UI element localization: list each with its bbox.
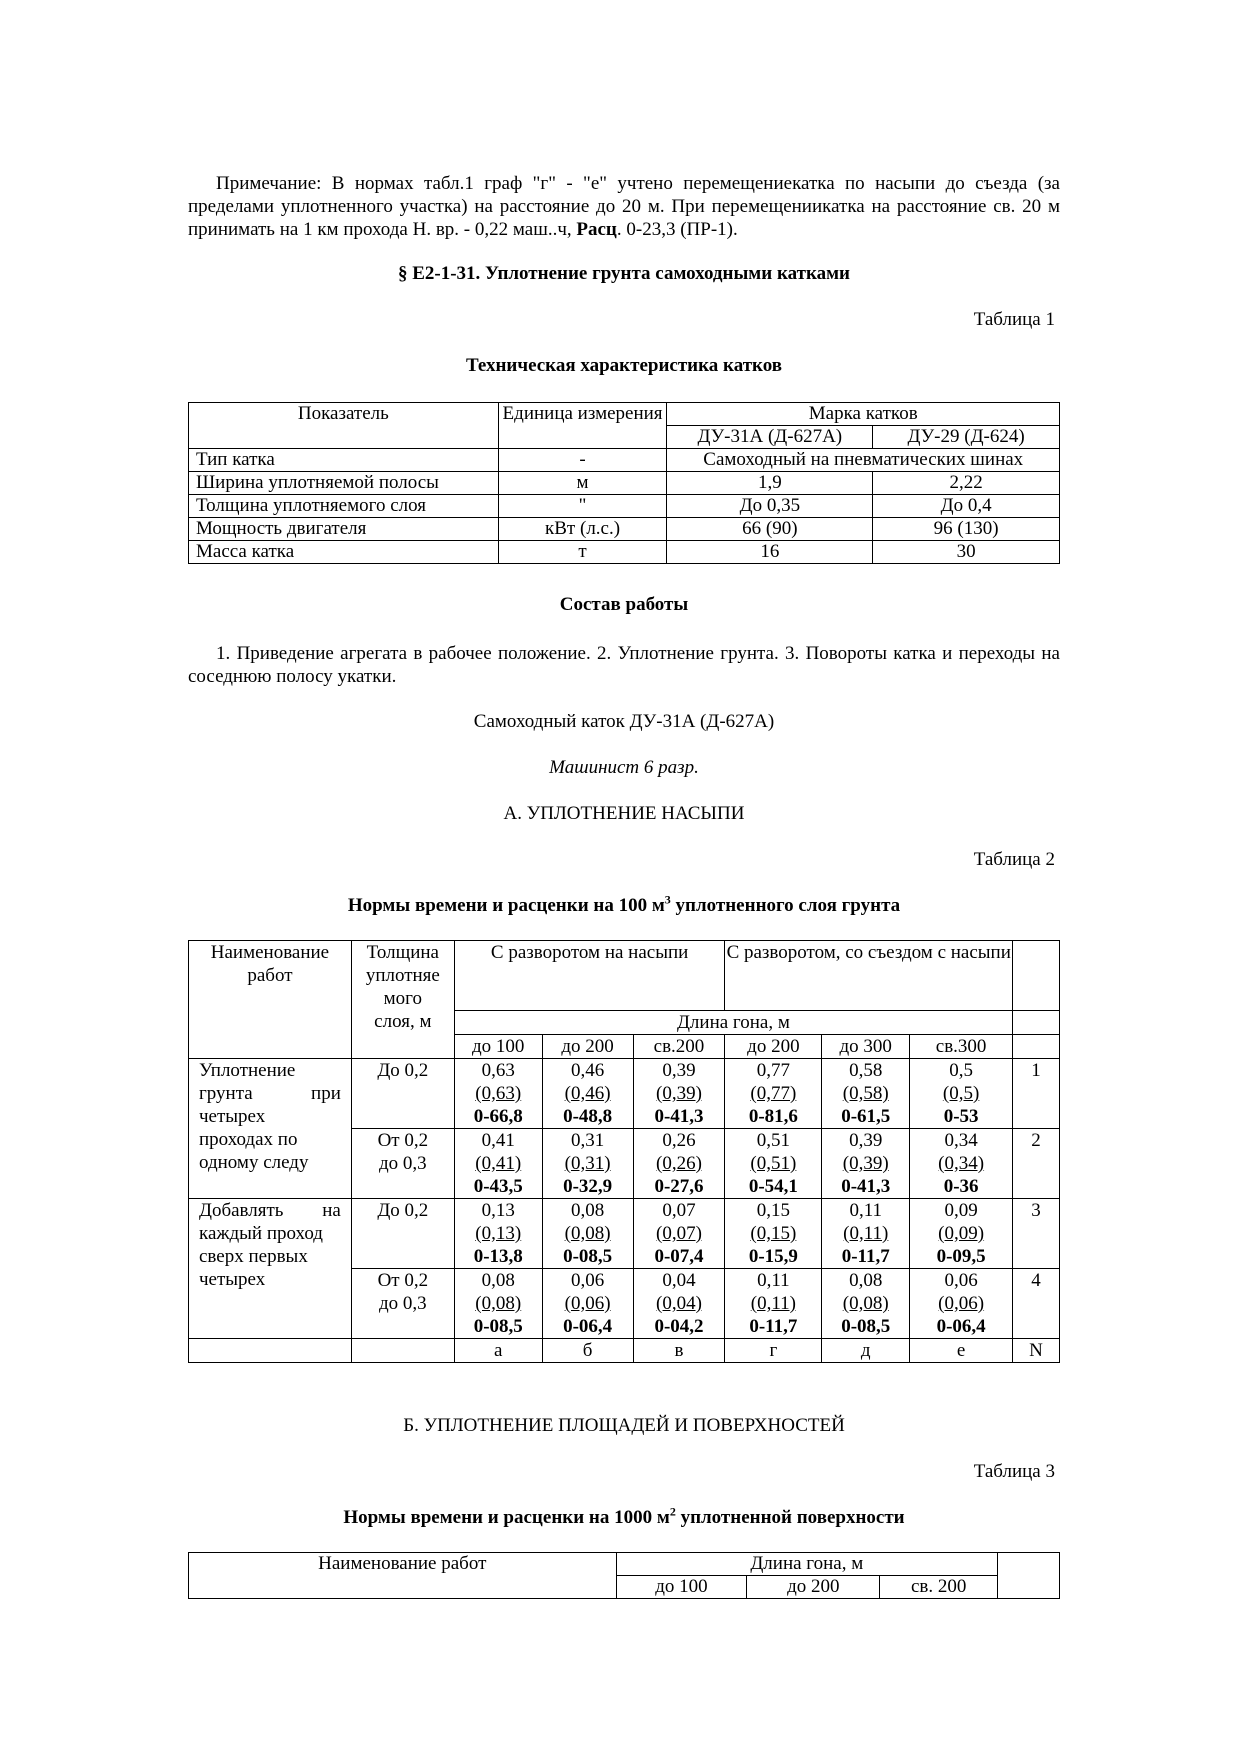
rate: 0-07,4: [654, 1246, 704, 1267]
note-bold-term: Расц: [576, 219, 617, 240]
norm-time-paren: [725, 1082, 821, 1105]
norm-cell: [633, 1129, 725, 1199]
norm-time: 0,06: [944, 1270, 978, 1291]
work-text: 1. Приведение агрегата в рабочее положение. 2. Уплотнение грунта. 3. Повороты катка и переходы на соседнюю полосу укатки.: [188, 643, 1060, 687]
rate: 0-43,5: [473, 1176, 523, 1197]
norm-time-paren-text: (0,31): [564, 1153, 611, 1174]
norm-time-paren-text: (0,04): [656, 1293, 702, 1314]
header-thickness-bottom: слоя, м: [374, 1011, 432, 1032]
rate: 0-61,5: [841, 1106, 891, 1127]
specs-row: [189, 518, 1060, 541]
norm-time-paren-text: (0,11): [750, 1293, 796, 1314]
footer-letter: б: [542, 1339, 633, 1363]
norm-time: 0,08: [849, 1270, 883, 1291]
table3-label: Таблица 3: [973, 1461, 1055, 1482]
norm-time: 0,46: [570, 1060, 605, 1081]
machine-name: Самоходный каток ДУ-31А (Д-627А): [473, 711, 775, 732]
norm-time-paren: [543, 1152, 633, 1175]
rate: 0-13,8: [473, 1246, 523, 1267]
section-a-title: А. УПЛОТНЕНИЕ НАСЫПИ: [503, 803, 745, 824]
t3-col-3: св. 200: [880, 1576, 998, 1599]
norm-time: 0,11: [757, 1270, 790, 1291]
work-name: [189, 1199, 352, 1339]
norm-time-paren-text: (0,11): [843, 1223, 889, 1244]
norm-time-paren: [822, 1152, 909, 1175]
thickness-line: до 0,3: [379, 1153, 427, 1174]
norm-time-paren: [822, 1082, 909, 1105]
t3-header-name: Наименование работ: [189, 1553, 617, 1599]
rate: 0-32,9: [563, 1176, 613, 1197]
row-number: 1: [1013, 1059, 1060, 1129]
norm-time-paren: [910, 1082, 1012, 1105]
work-title-text: Состав работы: [559, 594, 689, 615]
spec-value-1: 66 (90): [667, 518, 873, 541]
note-paragraph: [188, 172, 1060, 241]
work-name-line: одному следу: [199, 1152, 309, 1173]
rate: 0-66,8: [473, 1106, 523, 1127]
header-col-4: до 200: [725, 1035, 822, 1059]
norm-time-paren: [910, 1222, 1012, 1245]
norm-cell: [633, 1269, 725, 1339]
spec-unit: м: [498, 472, 667, 495]
norm-time-paren-text: (0,08): [564, 1223, 611, 1244]
norm-time: 0,41: [481, 1130, 515, 1151]
norm-time-paren-text: (0,46): [564, 1083, 611, 1104]
norm-time: 0,34: [944, 1130, 978, 1151]
norm-time-paren-text: (0,51): [750, 1153, 797, 1174]
table2-title-sup: 3: [664, 892, 671, 907]
t3-header-empty: [998, 1553, 1060, 1599]
spec-name: Ширина уплотняемой полосы: [189, 472, 499, 495]
header-brand: Марка катков: [667, 403, 1060, 426]
work-name-line: грунта при: [199, 1083, 341, 1104]
norm-cell: [822, 1129, 910, 1199]
norm-time-paren: [543, 1292, 633, 1315]
norm-time-paren: [725, 1292, 821, 1315]
spec-value-2: 96 (130): [873, 518, 1060, 541]
footer-letter: г: [725, 1339, 822, 1363]
norm-time-paren-text: (0,07): [656, 1223, 702, 1244]
header-thickness-top: Толщина уплотняе мого: [365, 942, 440, 1009]
specs-row: [189, 449, 1060, 472]
norm-time-paren-text: (0,34): [938, 1153, 985, 1174]
table1-title-text: Техническая характеристика катков: [465, 355, 783, 376]
rate: 0-11,7: [841, 1246, 890, 1267]
rate: 0-11,7: [749, 1316, 798, 1337]
norm-time: 0,63: [481, 1060, 515, 1081]
spec-value-merged: Самоходный на пневматических шинах: [667, 449, 1060, 472]
specs-row: [189, 495, 1060, 518]
table2-title-text-end: уплотненного слоя грунта: [670, 895, 901, 916]
surface-norms-table: [188, 1552, 1060, 1599]
norm-time-paren-text: (0,58): [842, 1083, 889, 1104]
rate: 0-08,5: [563, 1246, 613, 1267]
thickness-line: От 0,2: [377, 1130, 429, 1151]
rate: 0-48,8: [563, 1106, 613, 1127]
norm-time: 0,39: [849, 1130, 883, 1151]
table3-title-text: Нормы времени и расценки на 1000 м: [343, 1507, 670, 1528]
note-text: Примечание: В нормах табл.1 граф "г" - "е" учтено перемещениекатка по насыпи до съезда (за пределами уплотненного участка) на расстояние до 20 м. При перемещениикатка на расстояние св. 20 м принимать на 1 км прохода Н. вр. - 0,22 маш..ч,: [188, 173, 1060, 240]
norm-time-paren-text: (0,63): [475, 1083, 522, 1104]
norm-time-paren-text: (0,09): [938, 1223, 985, 1244]
norm-cell: [542, 1059, 633, 1129]
norms-table: [188, 940, 1060, 1363]
header-col-3: св.200: [633, 1035, 725, 1059]
work-name-line: Уплотнение: [199, 1060, 296, 1081]
norm-time: 0,5: [949, 1060, 973, 1081]
norm-cell: [822, 1059, 910, 1129]
t3-col-1: до 100: [616, 1576, 747, 1599]
header-col-2: до 200: [542, 1035, 633, 1059]
norms-table-body: [189, 1059, 1060, 1339]
norm-cell: [725, 1059, 822, 1129]
norm-time-paren: [910, 1152, 1012, 1175]
norm-cell: [454, 1269, 542, 1339]
header-indicator: Показатель: [189, 403, 499, 449]
rate: 0-41,3: [654, 1106, 704, 1127]
norm-time: 0,13: [481, 1200, 515, 1221]
header-group-1: С разворотом на насыпи: [454, 941, 725, 1011]
norm-time-paren-text: (0,15): [750, 1223, 797, 1244]
rate: 0-06,4: [936, 1316, 986, 1337]
footer-letter: е: [910, 1339, 1013, 1363]
header-group-2: С разворотом, со съездом с насыпи: [725, 941, 1013, 1011]
spec-value-1: 16: [667, 541, 873, 564]
rate: 0-54,1: [748, 1176, 798, 1197]
work-name-line: каждый проход: [199, 1223, 323, 1244]
spec-unit: т: [498, 541, 667, 564]
rate: 0-15,9: [748, 1246, 798, 1267]
norm-time: 0,09: [944, 1200, 978, 1221]
specs-row: [189, 472, 1060, 495]
spec-unit: -: [498, 449, 667, 472]
footer-letter: а: [454, 1339, 542, 1363]
rate: 0-04,2: [654, 1316, 704, 1337]
row-number: 2: [1013, 1129, 1060, 1199]
header-empty-2: [1013, 1011, 1060, 1035]
norm-time: 0,77: [756, 1060, 790, 1081]
norm-cell: [725, 1199, 822, 1269]
norm-time: 0,04: [662, 1270, 696, 1291]
rate: 0-08,5: [473, 1316, 523, 1337]
header-empty: [1013, 941, 1060, 1011]
norm-time: 0,07: [662, 1200, 696, 1221]
spec-value-2: До 0,4: [873, 495, 1060, 518]
norm-cell: [454, 1199, 542, 1269]
footer-row: [189, 1339, 1060, 1363]
footer-empty: [351, 1339, 454, 1363]
norm-time-paren-text: (0,08): [475, 1293, 522, 1314]
work-name-line: четырех: [199, 1106, 266, 1127]
work-name-line: Добавлять на: [199, 1200, 341, 1221]
header-col-1: до 100: [454, 1035, 542, 1059]
thickness-line: До 0,2: [377, 1200, 429, 1221]
spec-unit: ": [498, 495, 667, 518]
norm-cell: [542, 1199, 633, 1269]
thickness-cell: [351, 1129, 454, 1199]
row-number: 4: [1013, 1269, 1060, 1339]
thickness-cell: [351, 1059, 454, 1129]
header-col-6: св.300: [910, 1035, 1013, 1059]
crew-text: Машинист 6 разр.: [549, 757, 699, 778]
rate: 0-09,5: [936, 1246, 986, 1267]
norm-time-paren-text: (0,06): [938, 1293, 985, 1314]
thickness-line: От 0,2: [377, 1270, 429, 1291]
table3-title-text-end: уплотненной поверхности: [675, 1507, 905, 1528]
norm-time-paren-text: (0,39): [842, 1153, 889, 1174]
spec-name: Толщина уплотняемого слоя: [189, 495, 499, 518]
norm-time-paren-text: (0,77): [750, 1083, 797, 1104]
norm-cell: [725, 1269, 822, 1339]
row-number: 3: [1013, 1199, 1060, 1269]
norm-cell: [910, 1269, 1013, 1339]
rate: 0-08,5: [841, 1316, 891, 1337]
norm-time-paren: [455, 1292, 542, 1315]
norm-time-paren: [634, 1292, 725, 1315]
norm-time-paren: [543, 1082, 633, 1105]
norm-time: 0,15: [756, 1200, 790, 1221]
work-name-line: сверх первых: [199, 1246, 308, 1267]
spec-unit: кВт (л.с.): [498, 518, 667, 541]
norm-time-paren: [455, 1082, 542, 1105]
thickness-cell: [351, 1269, 454, 1339]
norm-cell: [822, 1199, 910, 1269]
specs-table-body: [189, 449, 1060, 564]
footer-empty: [189, 1339, 352, 1363]
header-length: Длина гона, м: [454, 1011, 1012, 1035]
table2-label: Таблица 2: [973, 849, 1055, 870]
t3-col-2: до 200: [747, 1576, 880, 1599]
norm-time: 0,06: [570, 1270, 605, 1291]
table3-title-sup: 2: [669, 1504, 676, 1519]
norm-time: 0,51: [756, 1130, 790, 1151]
header-unit: Единица измерения: [498, 403, 667, 449]
section-b-title: Б. УПЛОТНЕНИЕ ПЛОЩАДЕЙ И ПОВЕРХНОСТЕЙ: [403, 1415, 845, 1436]
footer-letter: N: [1013, 1339, 1060, 1363]
footer-letter: д: [822, 1339, 910, 1363]
norm-cell: [454, 1129, 542, 1199]
norm-time-paren: [822, 1292, 909, 1315]
rate: 0-36: [943, 1176, 979, 1197]
spec-name: Масса катка: [189, 541, 499, 564]
norm-time-paren: [910, 1292, 1012, 1315]
norm-time-paren-text: (0,13): [475, 1223, 522, 1244]
thickness-line: До 0,2: [377, 1060, 429, 1081]
table2-title-text: Нормы времени и расценки на 100 м: [347, 895, 665, 916]
norm-cell: [910, 1199, 1013, 1269]
norm-time: 0,08: [481, 1270, 515, 1291]
work-name-line: четырех: [199, 1269, 266, 1290]
header-thickness: [351, 941, 454, 1059]
norm-time: 0,11: [849, 1200, 882, 1221]
norm-time: 0,08: [570, 1200, 605, 1221]
work-name: [189, 1059, 352, 1199]
norm-time-paren: [634, 1222, 725, 1245]
norm-cell: [542, 1129, 633, 1199]
rate: 0-06,4: [563, 1316, 613, 1337]
rate: 0-81,6: [748, 1106, 798, 1127]
norm-cell: [725, 1129, 822, 1199]
spec-value-1: До 0,35: [667, 495, 873, 518]
norm-cell: [910, 1129, 1013, 1199]
header-name: Наименование работ: [189, 941, 352, 1059]
table1-label: Таблица 1: [973, 309, 1055, 330]
norm-time-paren: [725, 1222, 821, 1245]
norm-cell: [454, 1059, 542, 1129]
norm-time-paren: [822, 1222, 909, 1245]
norm-cell: [633, 1199, 725, 1269]
table3-title: [188, 1506, 1060, 1529]
header-model-1: ДУ-31А (Д-627А): [667, 426, 873, 449]
norm-time-paren: [455, 1222, 542, 1245]
norm-time-paren-text: (0,39): [656, 1083, 702, 1104]
norm-time-paren-text: (0,5): [942, 1083, 980, 1104]
rate: 0-41,3: [841, 1176, 891, 1197]
section-title: [188, 262, 1060, 285]
header-model-2: ДУ-29 (Д-624): [873, 426, 1060, 449]
norm-time-paren: [634, 1082, 725, 1105]
norm-time: 0,58: [849, 1060, 883, 1081]
thickness-line: до 0,3: [379, 1293, 427, 1314]
norm-time: 0,39: [662, 1060, 696, 1081]
norm-cell: [822, 1269, 910, 1339]
work-name-line: проходах по: [199, 1129, 298, 1150]
spec-name: Мощность двигателя: [189, 518, 499, 541]
rate: 0-27,6: [654, 1176, 704, 1197]
norm-cell: [633, 1059, 725, 1129]
footer-letter: в: [633, 1339, 725, 1363]
norm-time-paren: [543, 1222, 633, 1245]
norm-time-paren: [634, 1152, 725, 1175]
note-text-end: . 0-23,3 (ПР-1).: [616, 219, 738, 240]
table1-title: [188, 354, 1060, 377]
thickness-cell: [351, 1199, 454, 1269]
section-title-text: § Е2-1-31. Уплотнение грунта самоходными катками: [397, 263, 850, 284]
norm-time-paren-text: (0,26): [656, 1153, 702, 1174]
header-col-5: до 300: [822, 1035, 910, 1059]
rate: 0-53: [943, 1106, 979, 1127]
work-title: [188, 593, 1060, 616]
specs-row: [189, 541, 1060, 564]
header-empty-3: [1013, 1035, 1060, 1059]
norm-time: 0,31: [570, 1130, 605, 1151]
norms-row: [189, 1059, 1060, 1129]
spec-value-1: 1,9: [667, 472, 873, 495]
t3-header-length: Длина гона, м: [616, 1553, 998, 1576]
norm-cell: [542, 1269, 633, 1339]
norm-time-paren: [725, 1152, 821, 1175]
norm-time-paren: [455, 1152, 542, 1175]
norm-time-paren-text: (0,08): [842, 1293, 889, 1314]
norm-cell: [910, 1059, 1013, 1129]
spec-name: Тип катка: [189, 449, 499, 472]
norm-time: 0,26: [662, 1130, 696, 1151]
norm-time-paren-text: (0,41): [475, 1153, 522, 1174]
norms-row: [189, 1199, 1060, 1269]
specs-table: [188, 402, 1060, 564]
spec-value-2: 30: [873, 541, 1060, 564]
spec-value-2: 2,22: [873, 472, 1060, 495]
table2-title: [188, 894, 1060, 917]
norm-time-paren-text: (0,06): [564, 1293, 611, 1314]
crew: [188, 756, 1060, 779]
